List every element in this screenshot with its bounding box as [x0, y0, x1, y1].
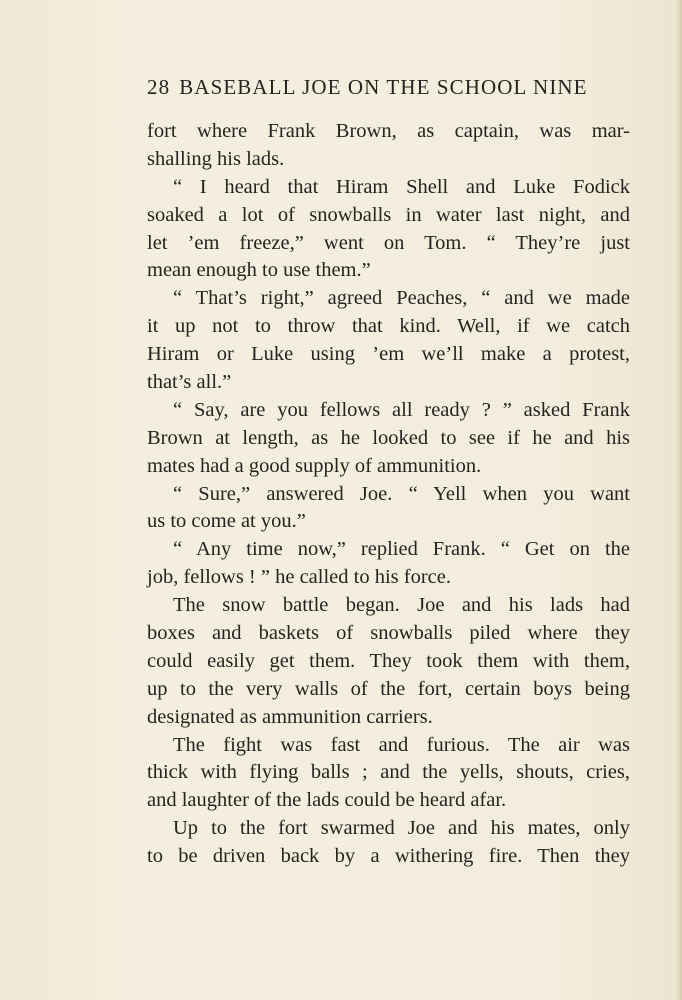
text-line: mean enough to use them.”: [147, 259, 371, 282]
running-title: BASEBALL JOE ON THE SCHOOL NINE: [179, 75, 588, 99]
text-line: thick with flying balls ; and the yells, shouts, cries,: [147, 761, 630, 784]
text-line: fort where Frank Brown, as captain, was mar-: [147, 120, 630, 142]
text-line: designated as ammunition carriers.: [147, 705, 433, 728]
text-line: soaked a lot of snowballs in water last night, and: [147, 203, 630, 226]
running-header: [147, 75, 622, 100]
text-line: Brown at length, as he looked to see if he and his: [147, 426, 630, 449]
text-line: Up to the fort swarmed Joe and his mates, only: [173, 817, 630, 840]
text-line: shalling his lads.: [147, 147, 285, 170]
text-line: “ That’s right,” agreed Peaches, “ and we made: [173, 287, 630, 310]
text-line: us to come at you.”: [147, 510, 306, 533]
text-line: up to the very walls of the fort, certain boys being: [147, 677, 630, 700]
text-line: could easily get them. They took them with them,: [147, 649, 630, 672]
text-line: boxes and baskets of snowballs piled where they: [147, 622, 630, 645]
text-line: Hiram or Luke using ’em we’ll make a protest,: [147, 343, 630, 366]
text-line: it up not to throw that kind. Well, if we catch: [147, 315, 630, 338]
text-line: let ’em freeze,” went on Tom. “ They’re just: [147, 231, 630, 254]
text-line: “ Any time now,” replied Frank. “ Get on the: [173, 538, 630, 561]
text-line: mates had a good supply of ammunition.: [147, 454, 482, 477]
body-text: [147, 118, 630, 871]
page-number: 28: [147, 75, 171, 99]
text-line: job, fellows ! ” he called to his force.: [147, 566, 451, 589]
text-line: The snow battle began. Joe and his lads had: [173, 594, 630, 617]
text-line: “ I heard that Hiram Shell and Luke Fodick: [173, 175, 630, 198]
page-edge-shadow: [676, 0, 682, 1000]
text-line: The fight was fast and furious. The air was: [173, 733, 630, 756]
text-line: that’s all.”: [147, 371, 232, 394]
text-line: “ Say, are you fellows all ready ? ” asked Frank: [173, 398, 630, 421]
text-line: to be driven back by a withering fire. Then they: [147, 845, 630, 868]
text-line: and laughter of the lads could be heard afar.: [147, 789, 507, 812]
text-line: “ Sure,” answered Joe. “ Yell when you want: [173, 482, 630, 505]
